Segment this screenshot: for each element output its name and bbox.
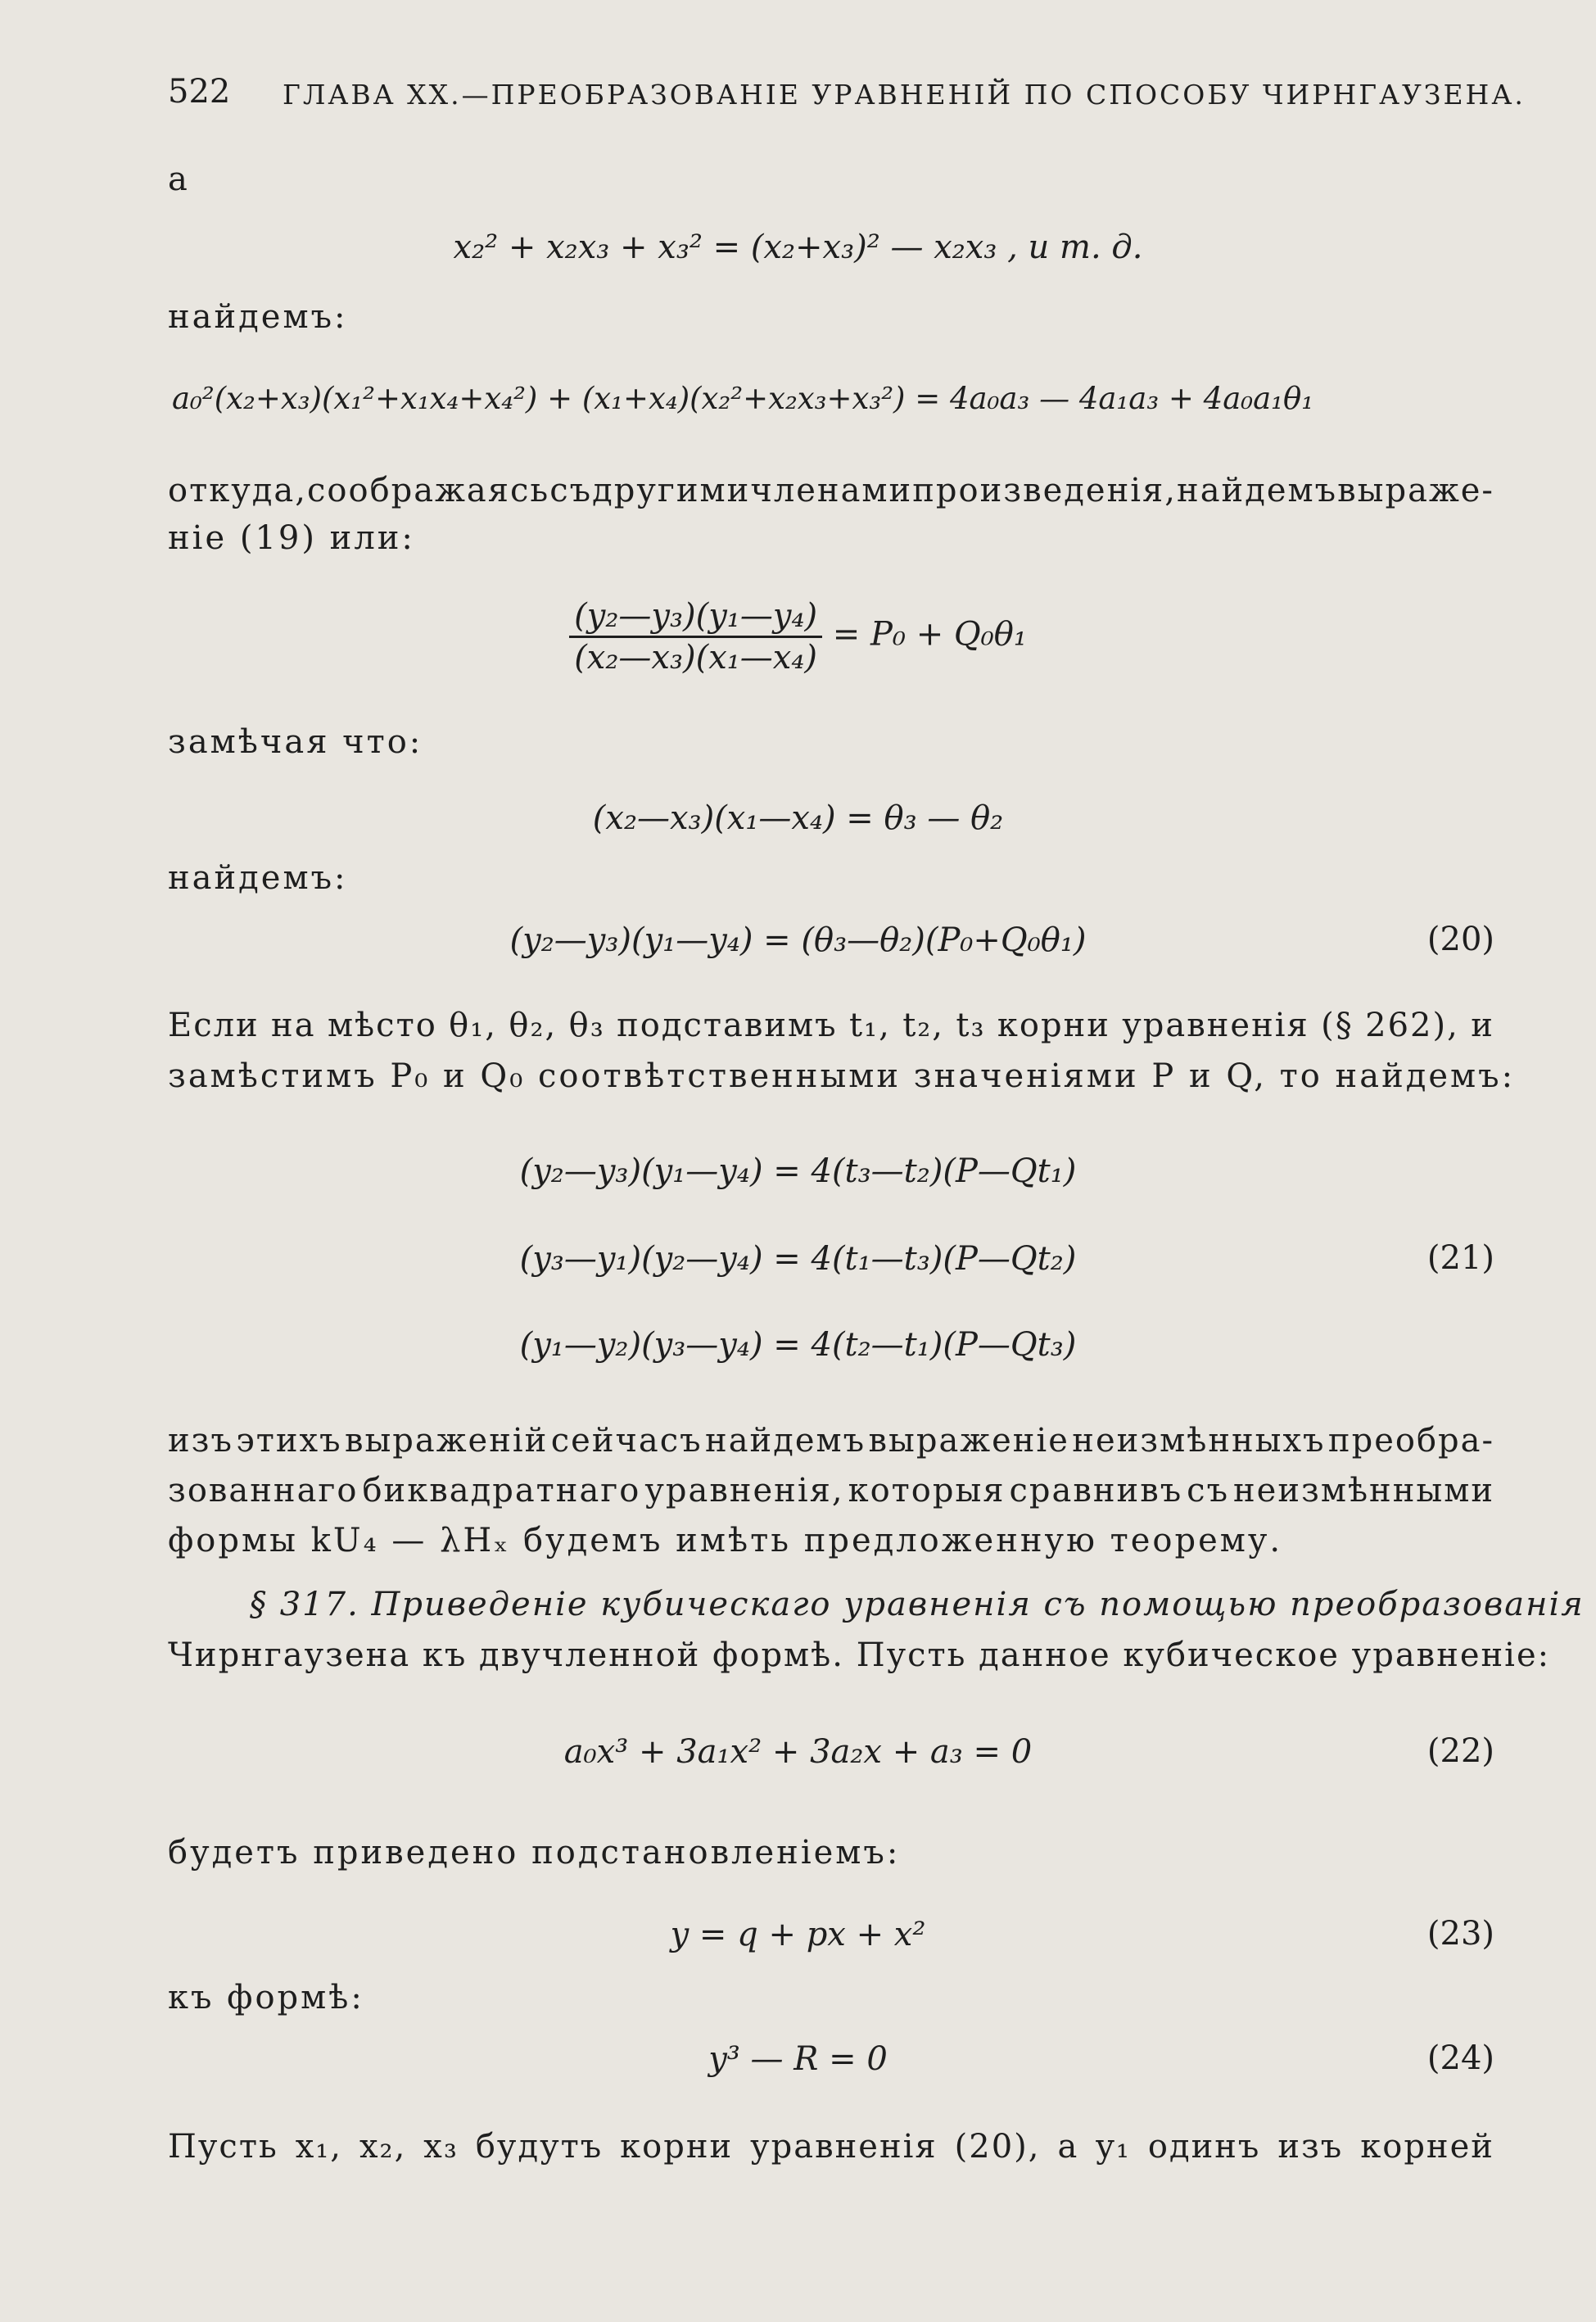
equation: (y₁—y₂)(y₃—y₄) = 4(t₂—t₁)(P—Qt₃) <box>519 1326 1077 1364</box>
text-line: ніе (19) или: <box>168 519 415 557</box>
word: θ₃ <box>568 1007 605 1044</box>
word: соображаясь <box>307 472 550 509</box>
word: изъ <box>1277 2128 1344 2166</box>
word: выраженій <box>344 1422 549 1460</box>
fraction-rhs: = P₀ + Q₀θ₁ <box>832 615 1027 654</box>
equation: (y₂—y₃)(y₁—y₄) = 4(t₃—t₂)(P—Qt₁) <box>519 1152 1077 1190</box>
word: сейчасъ <box>550 1422 703 1460</box>
text-line: найдемъ: <box>168 298 348 336</box>
word: членами <box>750 472 913 509</box>
equation-number: (24) <box>1426 2039 1494 2077</box>
text-line: будетъ приведено подстановленіемъ: <box>168 1834 901 1872</box>
word: уравненія <box>1122 1007 1309 1044</box>
equation: (x₂—x₃)(x₁—x₄) = θ₃ — θ₂ <box>592 799 1004 837</box>
word: подставимъ <box>617 1007 838 1044</box>
equation-number: (23) <box>1426 1915 1494 1953</box>
page-number: 522 <box>168 73 231 111</box>
word: а <box>1057 2128 1079 2166</box>
word: уравненія <box>750 2128 938 2166</box>
numerator: (y₂—y₃)(y₁—y₄) <box>569 596 822 638</box>
word: зованнаго <box>168 1472 359 1510</box>
word: корни <box>620 2128 734 2166</box>
denominator: (x₂—x₃)(x₁—x₄) <box>574 639 817 677</box>
word: выраже- <box>1337 472 1494 509</box>
equation: (y₃—y₁)(y₂—y₄) = 4(t₁—t₃)(P—Qt₂) <box>519 1240 1077 1278</box>
word: (§ <box>1321 1007 1354 1044</box>
word: произведенія, <box>912 472 1177 509</box>
text-line: а <box>168 161 190 198</box>
equation: y³ — R = 0 <box>708 2040 888 2078</box>
equation-number: (20) <box>1426 921 1494 958</box>
fraction <box>569 596 822 677</box>
text-line: формы kU₄ — λHₓ будемъ имѣть предложенную теорему. <box>168 1522 1283 1559</box>
word: преобра- <box>1327 1422 1494 1460</box>
section-heading: § 317. Приведеніе кубическаго уравненія съ помощью преобразованія <box>250 1586 1585 1623</box>
equation-number: (21) <box>1426 1239 1494 1277</box>
word: (20), <box>954 2128 1041 2166</box>
text-line <box>168 2127 1494 2166</box>
word: неизмѣнныхъ <box>1072 1422 1326 1460</box>
word: y₁ <box>1096 2128 1131 2166</box>
text-line <box>168 1006 1494 1045</box>
word: Если <box>168 1007 260 1044</box>
equation: (y₂—y₃)(y₁—y₄) = (θ₃—θ₂)(P₀+Q₀θ₁) <box>509 921 1087 959</box>
word: θ₂, <box>509 1007 558 1044</box>
word: неизмѣнными <box>1233 1472 1494 1510</box>
word: на <box>271 1007 316 1044</box>
equation: a₀x³ + 3a₁x² + 3a₂x + a₃ = 0 <box>563 1733 1033 1771</box>
word: θ₁, <box>449 1007 498 1044</box>
word: найдемъ <box>1177 472 1338 509</box>
word: съ <box>549 472 593 509</box>
equation-number: (22) <box>1426 1732 1494 1770</box>
word: x₃ <box>423 2128 459 2166</box>
word: уравненія, <box>644 1472 844 1510</box>
text-line: замѣстимъ P₀ и Q₀ соотвѣтственными значеніями P и Q, то найдемъ: <box>168 1057 1516 1095</box>
word: откуда, <box>168 472 307 509</box>
text-line <box>168 471 1494 510</box>
word: t₁, <box>848 1007 891 1044</box>
section-heading: Чирнгаузена къ двучленной формѣ. Пусть данное кубическое уравненіе: <box>168 1636 1551 1674</box>
word: Пусть <box>168 2128 278 2166</box>
word: t₂, <box>902 1007 945 1044</box>
equation: a₀²(x₂+x₃)(x₁²+x₁x₄+x₄²) + (x₁+x₄)(x₂²+x₂x₃+x₃²) = 4a₀a₃ — 4a₁a₃ + 4a₀a₁θ₁ <box>172 381 1314 416</box>
word: биквадратнаго <box>362 1472 641 1510</box>
word: съ <box>1187 1472 1230 1510</box>
equation: y = q + px + x² <box>670 1916 926 1953</box>
word: будутъ <box>475 2128 604 2166</box>
word: и <box>1471 1007 1494 1044</box>
word: этихъ <box>236 1422 342 1460</box>
word: изъ <box>168 1422 233 1460</box>
running-title: ГЛАВА XX.—ПРЕОБРАЗОВАНIЕ УРАВНЕНIЙ ПО СПОСОБУ ЧИРНГАУЗЕНА. <box>283 79 1526 111</box>
word: найдемъ <box>705 1422 866 1460</box>
text-line: найдемъ: <box>168 859 348 897</box>
word: мѣсто <box>327 1007 437 1044</box>
word: x₂, <box>359 2128 407 2166</box>
equation: x₂² + x₂x₃ + x₃² = (x₂+x₃)² — x₂x₃ , и т. д. <box>453 229 1143 266</box>
word: которыя <box>848 1472 1006 1510</box>
text-line: замѣчая что: <box>168 723 423 761</box>
word: x₁, <box>295 2128 343 2166</box>
word: 262), <box>1365 1007 1459 1044</box>
word: одинъ <box>1147 2128 1261 2166</box>
text-line <box>168 1471 1494 1510</box>
text-line: къ формѣ: <box>168 1979 364 2016</box>
text-line <box>168 1421 1494 1460</box>
word: t₃ <box>956 1007 986 1044</box>
word: выраженіе <box>868 1422 1069 1460</box>
word: корней <box>1360 2128 1494 2166</box>
fraction-equation <box>0 596 1596 677</box>
word: другими <box>592 472 751 509</box>
word: сравнивъ <box>1009 1472 1183 1510</box>
word: корни <box>997 1007 1110 1044</box>
